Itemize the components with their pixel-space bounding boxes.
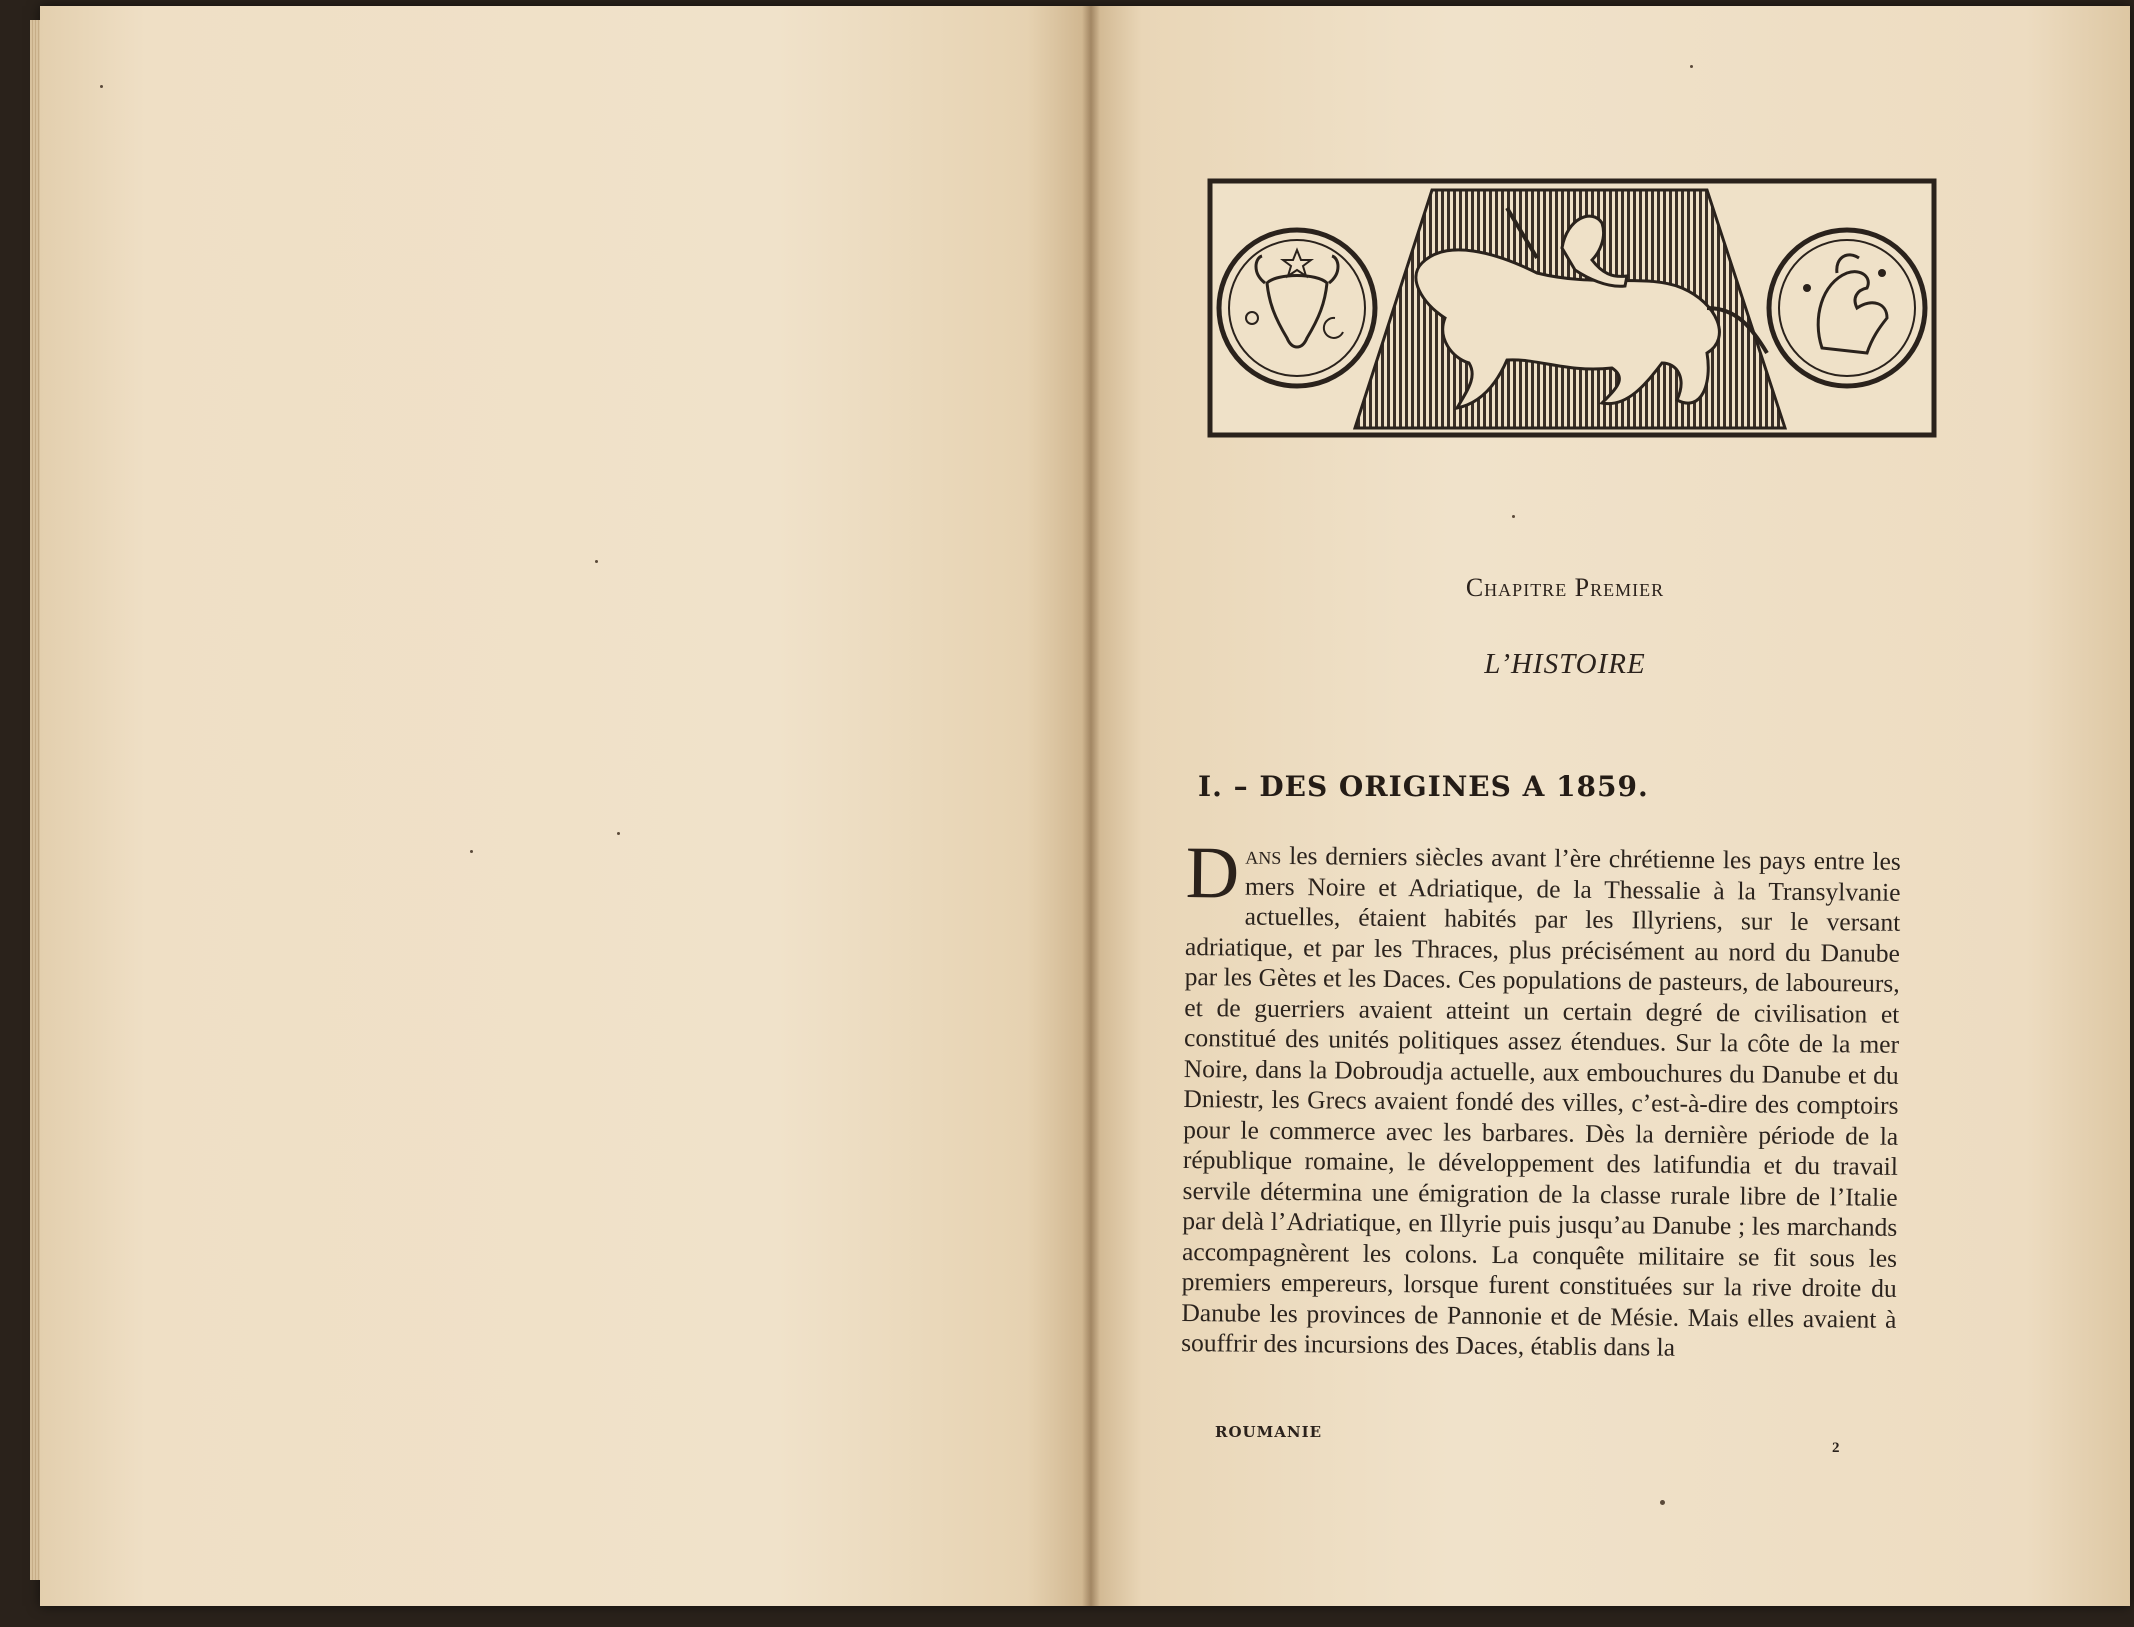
chapter-title: L’HISTOIRE xyxy=(1484,648,1646,680)
paper-speck xyxy=(100,85,103,88)
paper-speck xyxy=(617,832,620,835)
book-spine xyxy=(1082,6,1100,1606)
paper-speck xyxy=(595,560,598,563)
paper-speck xyxy=(1512,515,1515,518)
first-word: ans xyxy=(1245,840,1282,870)
chapter-vignette-image xyxy=(1207,178,1937,440)
paper-speck xyxy=(470,850,473,853)
section-heading: I. – DES ORIGINES A 1859. xyxy=(1198,770,1649,803)
signature-mark: ROUMANIE xyxy=(1215,1423,1323,1441)
chapter-label: Chapitre Premier xyxy=(1465,573,1665,602)
paragraph-text: les derniers siècles avant l’ère chrétienne les pays entre les mers Noire et Adriatique, de la Thessalie à la Transylvanie actuelles, étaient habités par les Illyriens, sur le versant adriatique, et par les Thraces, plus précisément au nord du Danube par les Gètes et les Daces. Ces populations de pasteurs, de laboureurs, et de guerriers avaient atteint un certain degré de civilisation et constitué des unités politiques assez étendues. Sur la côte de la mer Noire, dans la Dobroudja actuelle, aux embouchures du Danube et du Dniestr, les Grecs avaient fondé des villes, c’est-à-dire des comptoirs pour le commerce avec les barbares. Dès la dernière période de la république romaine, le développement des latifundia et du travail servile détermina une émigration de la classe rurale libre de l’Italie par delà l’Adriatique, en Illyrie puis jusqu’au Danube ; les marchands accompagnèrent les colons. La conquête militaire se fit sous les premiers empereurs, lorsque furent constituées sur la rive droite du Danube les provinces de Pannonie et de Mésie. Mais elles avaient à souffrir des incursions des Daces, établis dans la xyxy=(1181,840,1901,1362)
paper-speck xyxy=(1660,1500,1665,1505)
left-page-blank xyxy=(40,6,1090,1606)
signature-number: 2 xyxy=(1832,1440,1840,1456)
paper-speck xyxy=(1690,65,1693,68)
drop-cap: D xyxy=(1185,832,1240,915)
body-paragraph xyxy=(1181,832,1901,1365)
